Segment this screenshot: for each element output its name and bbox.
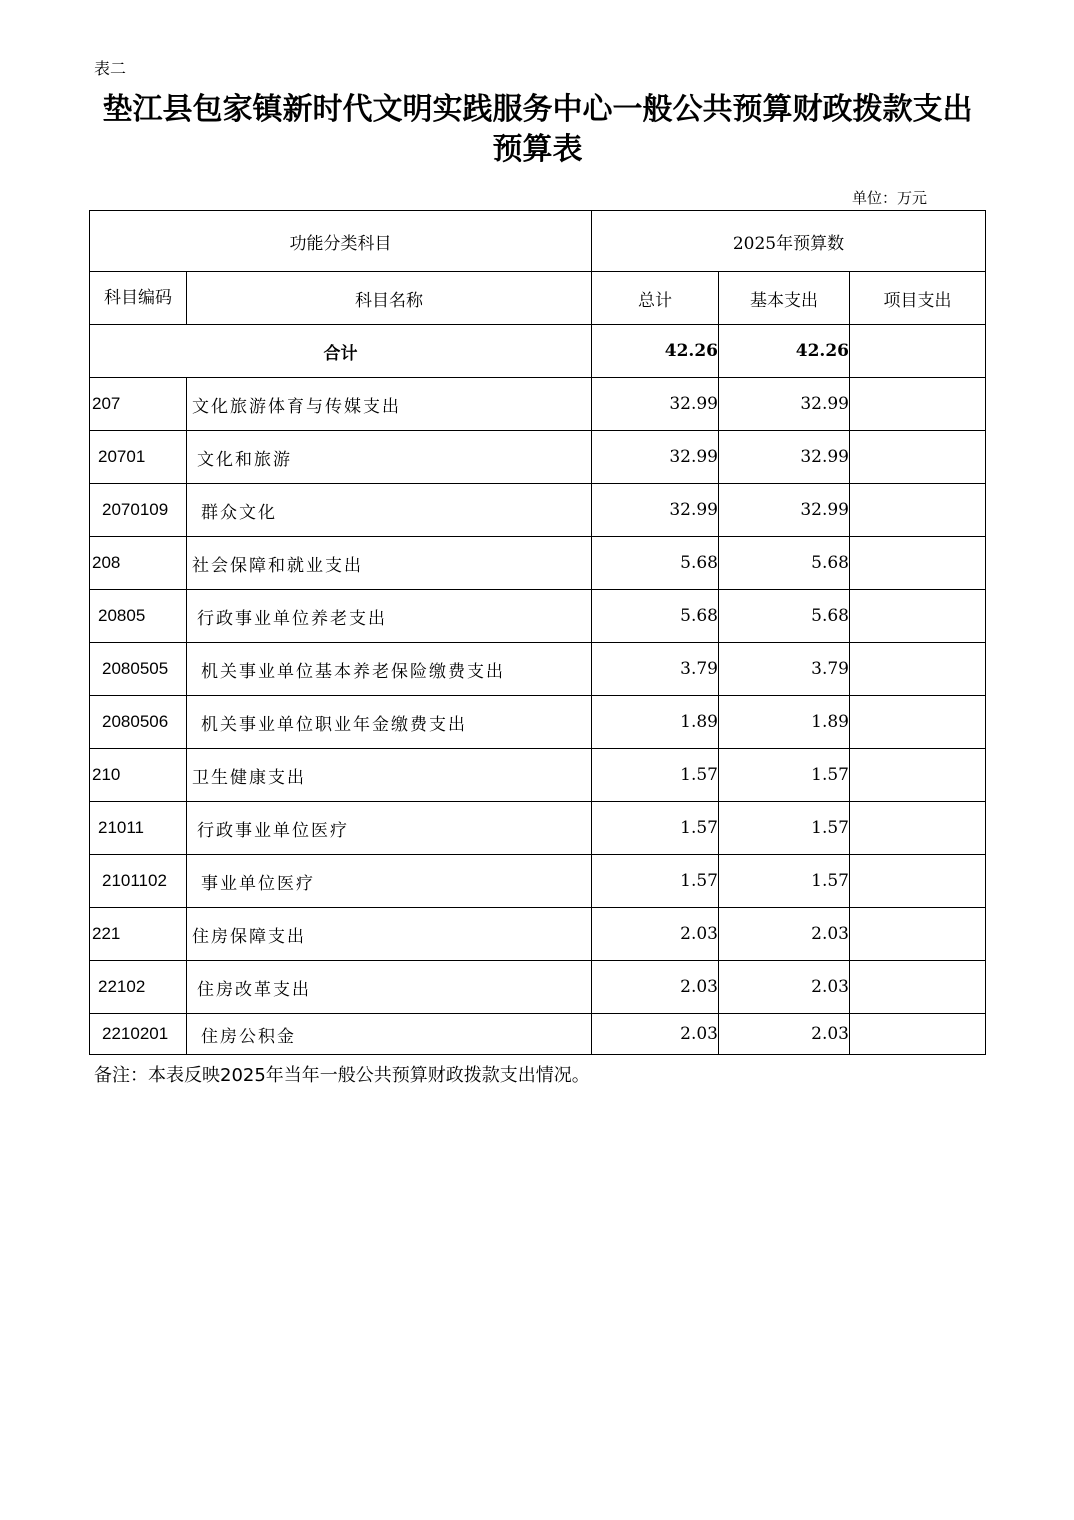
code-cell: 210 <box>90 749 187 802</box>
footnote: 备注：本表反映2025年当年一般公共预算财政拨款支出情况。 <box>94 1065 590 1086</box>
table-row <box>90 696 986 749</box>
basic-cell: 3.79 <box>719 643 850 696</box>
total-cell: 3.79 <box>592 643 719 696</box>
name-cell: 机关事业单位基本养老保险缴费支出 <box>187 643 592 696</box>
header-row-group <box>90 211 986 272</box>
header-row-columns <box>90 272 986 325</box>
project-cell <box>850 749 986 802</box>
table-row <box>90 537 986 590</box>
total-basic: 42.26 <box>719 325 850 378</box>
basic-cell: 2.03 <box>719 908 850 961</box>
table-row <box>90 590 986 643</box>
name-cell: 文化和旅游 <box>187 431 592 484</box>
project-cell <box>850 696 986 749</box>
total-cell: 32.99 <box>592 484 719 537</box>
basic-cell: 1.57 <box>719 855 850 908</box>
project-cell <box>850 431 986 484</box>
page-title: 垫江县包家镇新时代文明实践服务中心一般公共预算财政拨款支出预算表 <box>102 92 973 167</box>
unit-label: 单位：万元 <box>852 189 928 207</box>
project-cell <box>850 908 986 961</box>
table-row <box>90 643 986 696</box>
total-label: 合计 <box>90 325 592 378</box>
table-row <box>90 484 986 537</box>
name-cell: 住房改革支出 <box>187 961 592 1014</box>
table-row <box>90 431 986 484</box>
total-cell: 1.57 <box>592 749 719 802</box>
basic-cell: 1.89 <box>719 696 850 749</box>
project-cell <box>850 378 986 431</box>
budget-table <box>89 210 986 1055</box>
code-cell: 207 <box>90 378 187 431</box>
basic-cell: 32.99 <box>719 484 850 537</box>
table-row <box>90 378 986 431</box>
total-total: 42.26 <box>592 325 719 378</box>
table-row <box>90 1014 986 1055</box>
header-basic: 基本支出 <box>719 272 850 325</box>
code-cell: 2070109 <box>90 484 187 537</box>
total-cell: 2.03 <box>592 1014 719 1055</box>
code-cell: 2210201 <box>90 1014 187 1055</box>
name-cell: 住房保障支出 <box>187 908 592 961</box>
basic-cell: 32.99 <box>719 431 850 484</box>
total-cell: 32.99 <box>592 431 719 484</box>
total-cell: 32.99 <box>592 378 719 431</box>
project-cell <box>850 484 986 537</box>
basic-cell: 32.99 <box>719 378 850 431</box>
document-label: 表二 <box>94 59 127 78</box>
table-row <box>90 749 986 802</box>
header-total: 总计 <box>592 272 719 325</box>
basic-cell: 5.68 <box>719 590 850 643</box>
total-cell: 5.68 <box>592 537 719 590</box>
name-cell: 事业单位医疗 <box>187 855 592 908</box>
table-row <box>90 802 986 855</box>
header-project: 项目支出 <box>850 272 986 325</box>
header-budget-year: 2025年预算数 <box>592 211 986 272</box>
name-cell: 群众文化 <box>187 484 592 537</box>
total-cell: 1.89 <box>592 696 719 749</box>
code-cell: 20805 <box>90 590 187 643</box>
project-cell <box>850 537 986 590</box>
name-cell: 文化旅游体育与传媒支出 <box>187 378 592 431</box>
name-cell: 行政事业单位医疗 <box>187 802 592 855</box>
total-cell: 1.57 <box>592 802 719 855</box>
header-functional-classification: 功能分类科目 <box>90 211 592 272</box>
basic-cell: 5.68 <box>719 537 850 590</box>
table-row <box>90 961 986 1014</box>
name-cell: 行政事业单位养老支出 <box>187 590 592 643</box>
header-code: 科目编码 <box>90 272 187 325</box>
name-cell: 住房公积金 <box>187 1014 592 1055</box>
code-cell: 208 <box>90 537 187 590</box>
code-cell: 2080506 <box>90 696 187 749</box>
code-cell: 22102 <box>90 961 187 1014</box>
header-name: 科目名称 <box>187 272 592 325</box>
project-cell <box>850 802 986 855</box>
basic-cell: 2.03 <box>719 961 850 1014</box>
total-project <box>850 325 986 378</box>
code-cell: 2080505 <box>90 643 187 696</box>
name-cell: 社会保障和就业支出 <box>187 537 592 590</box>
project-cell <box>850 1014 986 1055</box>
name-cell: 机关事业单位职业年金缴费支出 <box>187 696 592 749</box>
total-cell: 1.57 <box>592 855 719 908</box>
basic-cell: 1.57 <box>719 802 850 855</box>
total-cell: 2.03 <box>592 908 719 961</box>
project-cell <box>850 855 986 908</box>
code-cell: 20701 <box>90 431 187 484</box>
basic-cell: 2.03 <box>719 1014 850 1055</box>
basic-cell: 1.57 <box>719 749 850 802</box>
table-row <box>90 855 986 908</box>
code-cell: 2101102 <box>90 855 187 908</box>
total-cell: 2.03 <box>592 961 719 1014</box>
project-cell <box>850 643 986 696</box>
code-cell: 221 <box>90 908 187 961</box>
name-cell: 卫生健康支出 <box>187 749 592 802</box>
code-cell: 21011 <box>90 802 187 855</box>
total-row <box>90 325 986 378</box>
project-cell <box>850 961 986 1014</box>
table-row <box>90 908 986 961</box>
project-cell <box>850 590 986 643</box>
total-cell: 5.68 <box>592 590 719 643</box>
